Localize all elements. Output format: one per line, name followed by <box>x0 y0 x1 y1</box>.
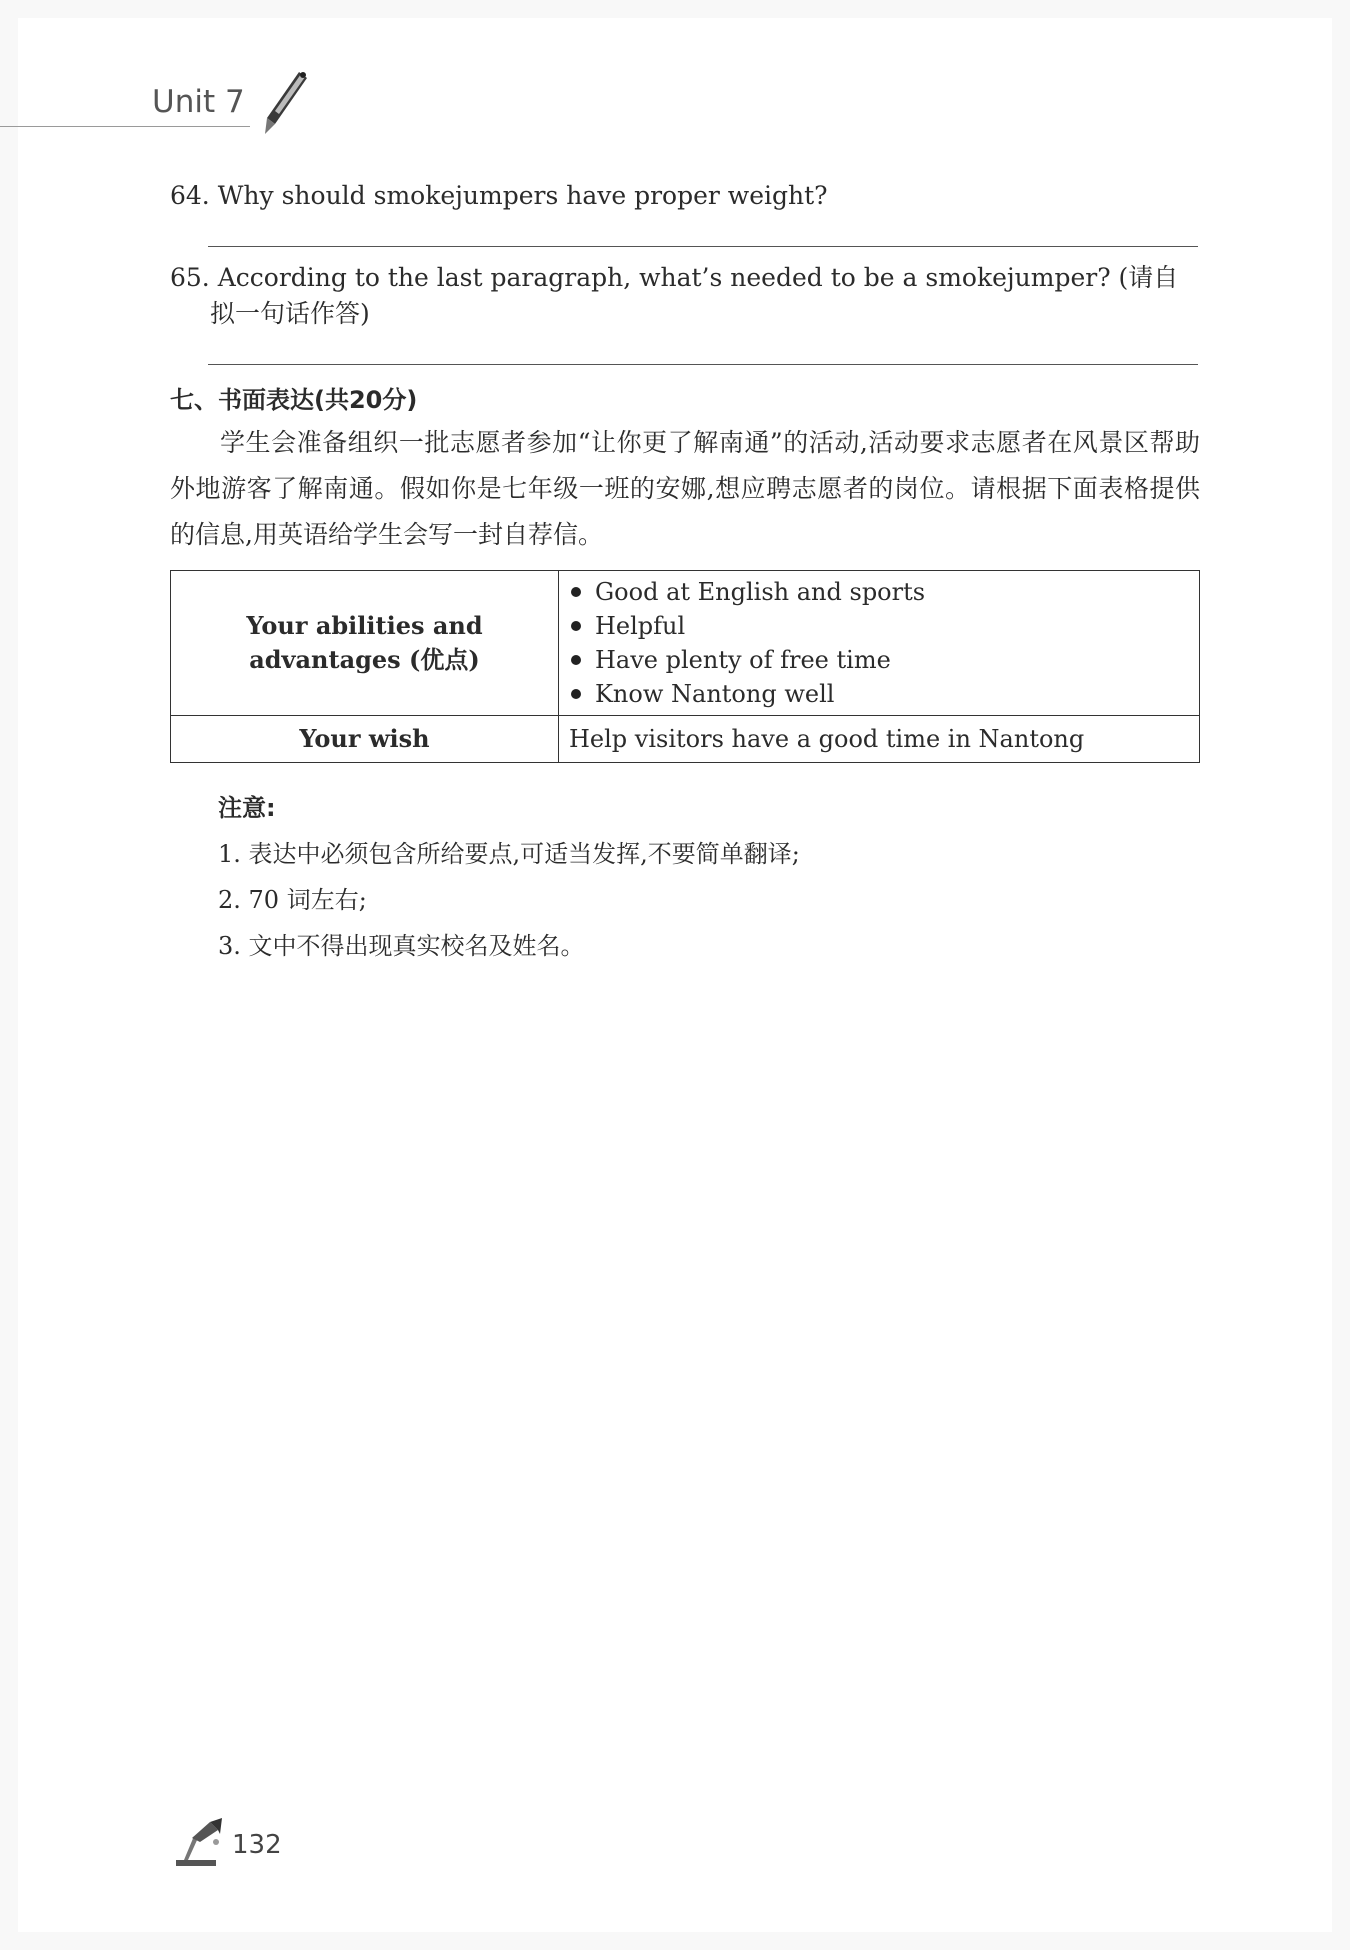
unit-header <box>0 70 300 130</box>
question-text: According to the last paragraph, what’s needed to be a smokejumper? (请自拟一句话作答) <box>210 263 1179 328</box>
abilities-list <box>559 571 1200 716</box>
page-number: 132 <box>232 1830 282 1860</box>
note-item: 3. 文中不得出现真实校名及姓名。 <box>218 932 585 960</box>
section-heading: 七、书面表达(共20分) <box>170 386 418 414</box>
question-65 <box>170 260 1200 332</box>
list-item: Know Nantong well <box>569 677 1189 711</box>
lamp-icon <box>170 1812 226 1868</box>
question-64 <box>170 178 1200 214</box>
list-item: Good at English and sports <box>569 575 1189 609</box>
list-item: Helpful <box>569 609 1189 643</box>
notes-title: 注意: <box>218 794 276 822</box>
header-rule <box>0 126 250 127</box>
answer-line-65[interactable] <box>208 364 1198 365</box>
bullet-icon <box>571 689 581 699</box>
note-item: 1. 表达中必须包含所给要点,可适当发挥,不要简单翻译; <box>218 840 800 868</box>
bullet-icon <box>571 621 581 631</box>
pen-icon <box>255 68 315 138</box>
bullet-icon <box>571 587 581 597</box>
note-item: 2. 70 词左右; <box>218 886 367 914</box>
table-row <box>171 571 1200 716</box>
answer-line-64[interactable] <box>208 246 1198 247</box>
notes <box>218 785 800 969</box>
question-text: Why should smokejumpers have proper weight? <box>217 181 828 210</box>
info-table <box>170 570 1200 763</box>
wish-header: Your wish <box>171 716 559 763</box>
table-row <box>171 716 1200 763</box>
list-item: Have plenty of free time <box>569 643 1189 677</box>
bullet-icon <box>571 655 581 665</box>
unit-title: Unit 7 <box>152 84 245 120</box>
writing-prompt: 学生会准备组织一批志愿者参加“让你更了解南通”的活动,活动要求志愿者在风景区帮助外地游客了解南通。假如你是七年级一班的安娜,想应聘志愿者的岗位。请根据下面表格提供的信息,用英语给学生会写一封自荐信。 <box>170 428 1200 549</box>
question-number: 65. <box>170 263 210 292</box>
page-footer <box>170 1812 370 1872</box>
abilities-header: Your abilities and advantages (优点) <box>171 571 559 716</box>
wish-value: Help visitors have a good time in Nantong <box>559 716 1200 763</box>
question-number: 64. <box>170 181 210 210</box>
